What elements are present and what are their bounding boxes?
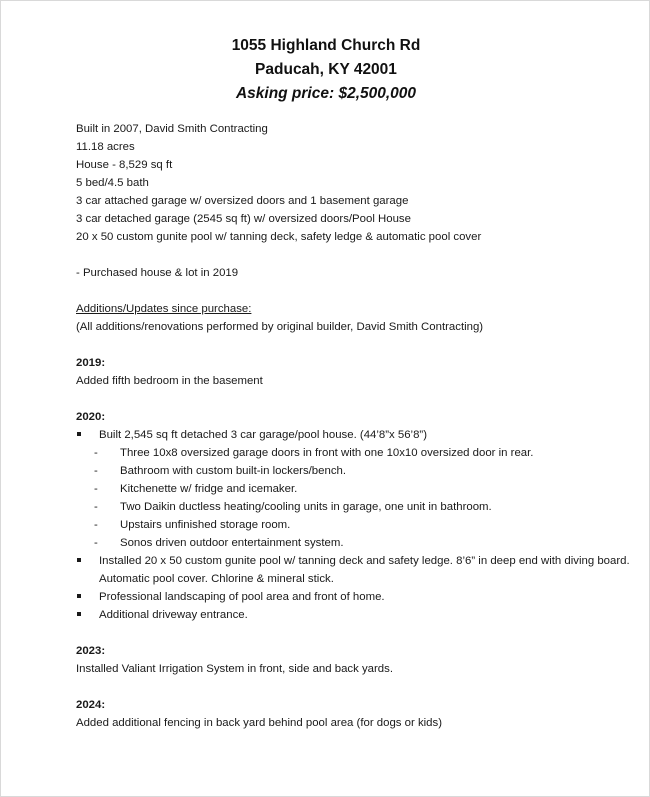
dash-icon: - xyxy=(94,447,98,459)
sub-list-item xyxy=(76,498,636,516)
fact-attached-garage: 3 car attached garage w/ oversized doors and 1 basement garage xyxy=(76,195,409,207)
sub-list-item xyxy=(76,480,636,498)
fact-pool: 20 x 50 custom gunite pool w/ tanning deck, safety ledge & automatic pool cover xyxy=(76,231,482,243)
sub-list-item-text: Bathroom with custom built-in lockers/bench. xyxy=(120,465,347,477)
square-bullet-icon xyxy=(77,612,81,616)
address-line-1: 1055 Highland Church Rd xyxy=(231,37,421,54)
spacer xyxy=(76,624,636,642)
square-bullet-icon xyxy=(77,558,81,562)
dash-icon: - xyxy=(94,537,98,549)
fact-house-size: House - 8,529 sq ft xyxy=(76,159,173,171)
list-item xyxy=(76,426,636,444)
dash-icon: - xyxy=(94,501,98,513)
dash-icon: - xyxy=(94,519,98,531)
list-item xyxy=(76,588,636,606)
fact-bed-bath: 5 bed/4.5 bath xyxy=(76,177,149,189)
list-item xyxy=(76,552,636,588)
sub-list-item-text: Two Daikin ductless heating/cooling units in garage, one unit in bathroom. xyxy=(120,501,492,513)
purchase-note: - Purchased house & lot in 2019 xyxy=(76,267,239,279)
year-2019-text: Added fifth bedroom in the basement xyxy=(76,375,263,387)
spacer xyxy=(76,678,636,696)
spacer xyxy=(76,336,636,354)
square-bullet-icon xyxy=(77,432,81,436)
list-item-text: Built 2,545 sq ft detached 3 car garage/pool house. (44’8”x 56’8”) xyxy=(99,429,428,441)
year-2020-heading: 2020: xyxy=(76,411,106,423)
document-header xyxy=(1,34,650,106)
square-bullet-icon xyxy=(77,594,81,598)
year-2023-heading: 2023: xyxy=(76,645,106,657)
sub-list-item xyxy=(76,534,636,552)
fact-detached-garage: 3 car detached garage (2545 sq ft) w/ oversized doors/Pool House xyxy=(76,213,411,225)
year-2024-heading: 2024: xyxy=(76,699,106,711)
additions-note: (All additions/renovations performed by original builder, David Smith Contracting) xyxy=(76,321,484,333)
dash-icon: - xyxy=(94,483,98,495)
sub-list-item xyxy=(76,516,636,534)
fact-acres: 11.18 acres xyxy=(76,141,135,153)
list-item-text: Professional landscaping of pool area and front of home. xyxy=(99,591,385,603)
document-body xyxy=(76,120,636,732)
sub-list-item-text: Upstairs unfinished storage room. xyxy=(120,519,291,531)
address-line-2: Paducah, KY 42001 xyxy=(255,61,397,78)
dash-icon: - xyxy=(94,465,98,477)
sub-list-item-text: Three 10x8 oversized garage doors in front with one 10x10 oversized door in rear. xyxy=(120,447,534,459)
sub-list-item xyxy=(76,462,636,480)
list-item xyxy=(76,606,636,624)
spacer xyxy=(76,282,636,300)
spacer xyxy=(76,246,636,264)
year-2019-heading: 2019: xyxy=(76,357,106,369)
fact-built: Built in 2007, David Smith Contracting xyxy=(76,123,268,135)
sub-list-item-text: Sonos driven outdoor entertainment system. xyxy=(120,537,344,549)
additions-heading: Additions/Updates since purchase: xyxy=(76,303,252,315)
sub-list-item-text: Kitchenette w/ fridge and icemaker. xyxy=(120,483,298,495)
year-2023-text: Installed Valiant Irrigation System in front, side and back yards. xyxy=(76,663,393,675)
list-item-text: Additional driveway entrance. xyxy=(99,609,248,621)
spacer xyxy=(76,390,636,408)
asking-price: Asking price: $2,500,000 xyxy=(235,85,417,102)
sub-list-item xyxy=(76,444,636,462)
year-2024-text: Added additional fencing in back yard behind pool area (for dogs or kids) xyxy=(76,717,442,729)
list-item-text: Installed 20 x 50 custom gunite pool w/ tanning deck and safety ledge. 8’6” in deep end with diving board. Automatic pool cover. Chlorine & mineral stick. xyxy=(99,555,630,585)
